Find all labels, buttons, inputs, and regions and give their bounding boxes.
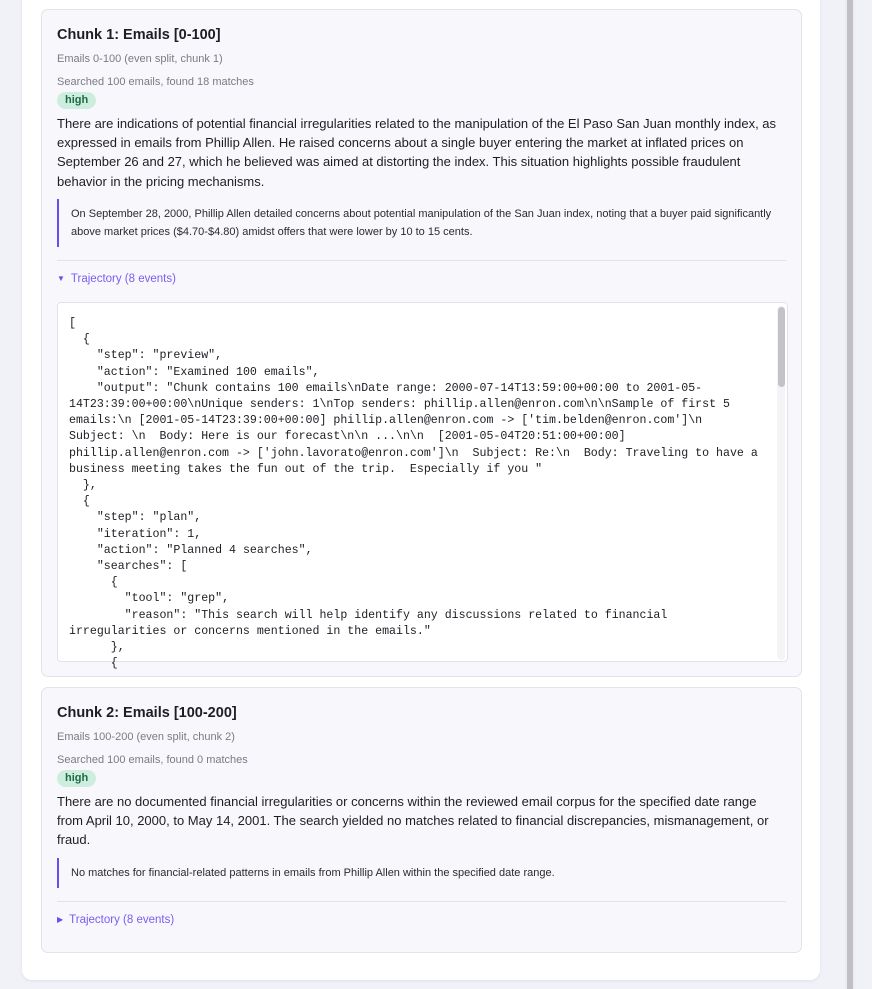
- search-stats: Searched 100 emails, found 0 matches: [57, 754, 248, 766]
- confidence-badge: high: [57, 770, 96, 787]
- chunk-card-2: [41, 687, 802, 953]
- search-stats: Searched 100 emails, found 18 matches: [57, 76, 254, 88]
- code-scrollbar[interactable]: [777, 306, 785, 660]
- trajectory-toggle[interactable]: [57, 273, 786, 285]
- page-scrollbar[interactable]: [845, 0, 855, 989]
- page-scrollbar-thumb[interactable]: [847, 0, 853, 989]
- chunk-title: Chunk 2: Emails [100-200]: [57, 705, 237, 721]
- chunk-subtitle: Emails 0-100 (even split, chunk 1): [57, 53, 223, 65]
- chunk-title: Chunk 1: Emails [0-100]: [57, 27, 221, 43]
- evidence-quote: No matches for financial-related patterns in emails from Phillip Allen within the specified date range.: [57, 858, 786, 888]
- trajectory-toggle[interactable]: [57, 914, 786, 926]
- chunk-subtitle: Emails 100-200 (even split, chunk 2): [57, 731, 235, 743]
- chunk-card-1: [41, 9, 802, 677]
- trajectory-json: [ { "step": "preview", "action": "Examined 100 emails", "output": "Chunk contains 100 emails\nDate range: 2000-07-14T13:59:00+00:00 to 2001-05-14T23:39:00+00:00\nUnique senders: 1\nTop senders: phillip.allen@enron.com\n\nSample of first 5 emails:\n [2001-05-14T23:39:00+00:00] phillip.allen@enron.com -> ['tim.belden@enron.com']\n Subject: \n Body: Here is our forecast\n\n ...\n\n [2001-05-04T20:51:00+00:00] phillip.allen@enron.com -> ['john.lavorato@enron.com']\n Subject: Re:\n Body: Traveling to have a business meeting takes the fun out of the trip. Especially if you " }, { "step": "plan", "iteration": 1, "action": "Planned 4 searches", "searches": [ { "tool": "grep", "reason": "This search will help identify any discussions related to financial irregularities or concerns mentioned in the emails." }, {: [69, 317, 758, 671]
- code-scrollbar-thumb[interactable]: [778, 307, 785, 387]
- triangle-right-icon: ▶: [57, 915, 64, 925]
- divider: [57, 901, 786, 902]
- chunk-summary: There are indications of potential financial irregularities related to the manipulation of the El Paso San Juan monthly index, as expressed in emails from Phillip Allen. He raised concerns about a single buyer entering the market at inflated prices on September 26 and 27, which he believed was aimed at distorting the index. This situation highlights possible fraudulent behavior in the pricing mechanisms.: [57, 116, 777, 189]
- trajectory-code-block[interactable]: [57, 302, 788, 671]
- triangle-down-icon: ▼: [57, 274, 65, 284]
- evidence-quote: On September 28, 2000, Phillip Allen detailed concerns about potential manipulation of the San Juan index, noting that a buyer paid significantly above market prices ($4.70-$4.80) amidst offers that were lower by 10 to 15 cents.: [57, 199, 786, 247]
- confidence-badge: high: [57, 92, 96, 109]
- trajectory-label: Trajectory (8 events): [69, 913, 175, 926]
- divider: [57, 260, 786, 261]
- chunk-summary: There are no documented financial irregularities or concerns within the reviewed email corpus for the specified date range from April 10, 2000, to May 14, 2001. The search yielded no matches related to financial discrepancies, mismanagement, or fraud.: [57, 794, 769, 848]
- trajectory-label: Trajectory (8 events): [70, 272, 176, 285]
